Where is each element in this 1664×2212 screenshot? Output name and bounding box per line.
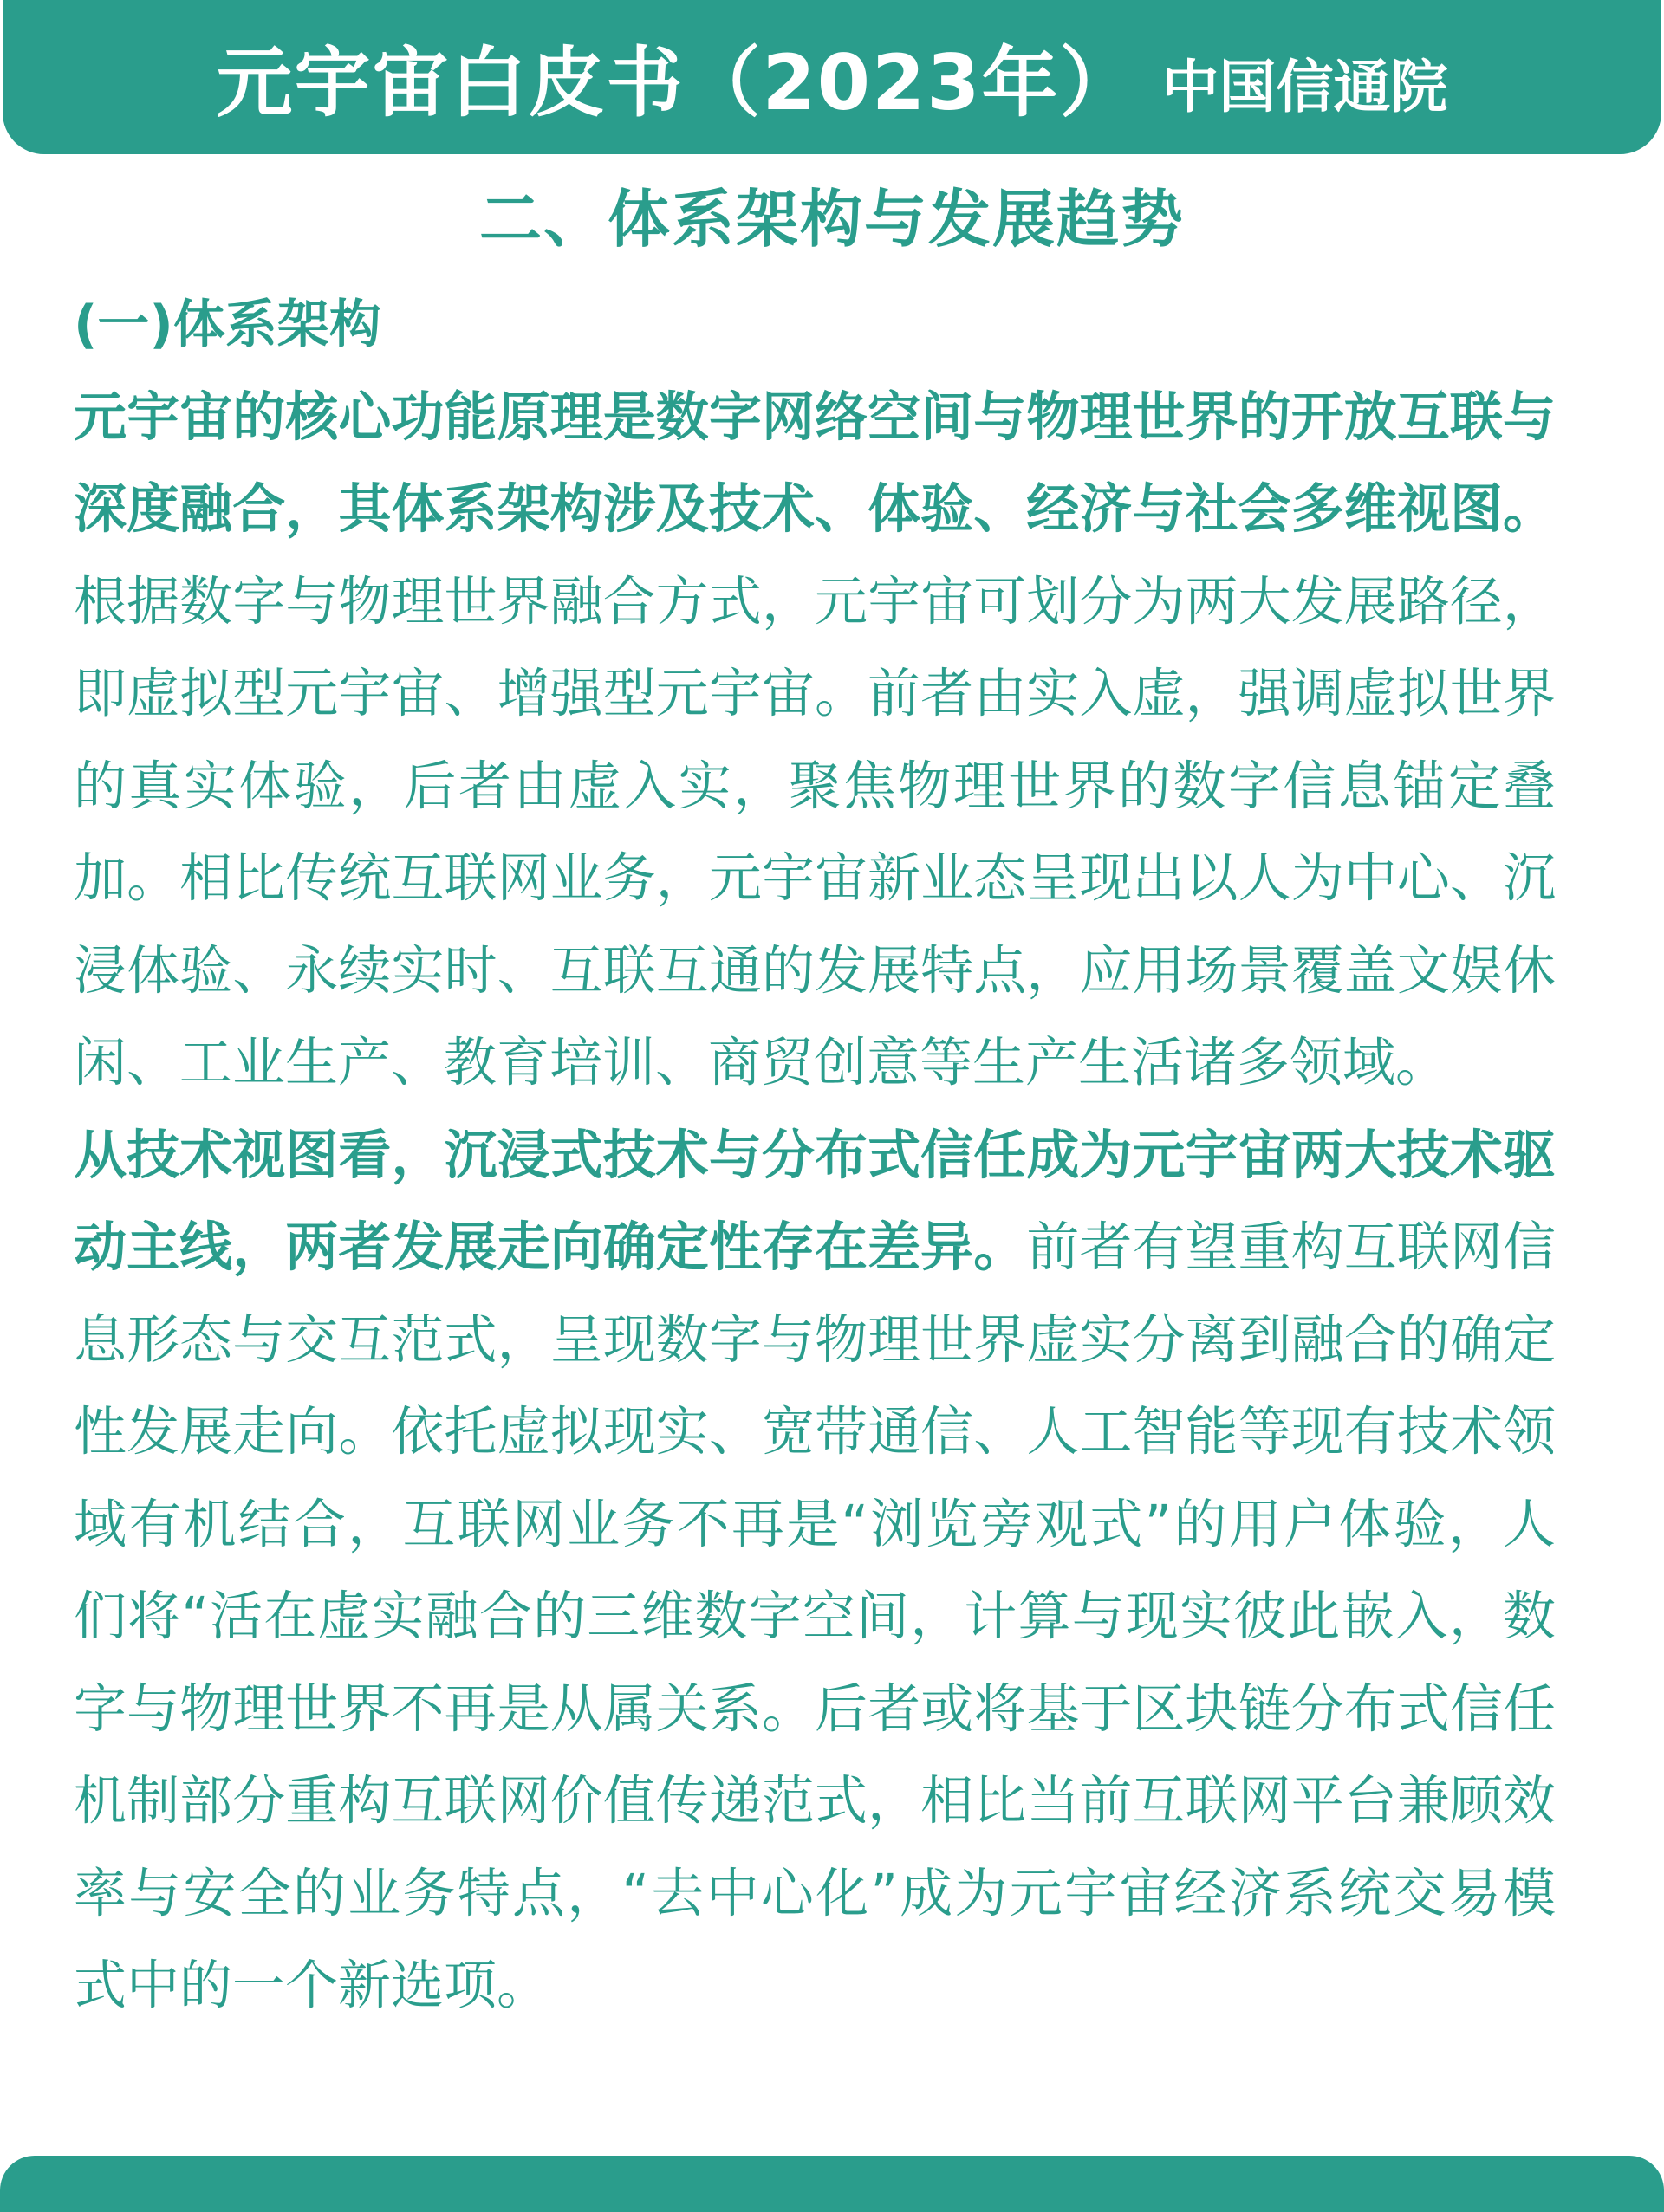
document-title: 元宇宙白皮书（2023年） [216,38,1138,127]
paragraph-technology-view [74,1110,1556,2033]
footer-banner [0,2156,1664,2212]
content-body [74,279,1556,2033]
paragraph-lead: 从技术视图看，沉浸式技术与分布式信任成为元宇宙两大技术驱动主线，两者发展走向确定性存在差异。 [74,1124,1556,1278]
subsection-heading: (一)体系架构 [74,295,381,355]
paragraph-text: 根据数字与物理世界融合方式，元宇宙可划分为两大发展路径，即虚拟型元宇宙、增强型元宇宙。前者由实入虚，强调虚拟世界的真实体验，后者由虚入实，聚焦物理世界的数字信息锚定叠加。相比传统互联网业务，元宇宙新业态呈现出以人为中心、沉浸体验、永续实时、互联互通的发展特点，应用场景覆盖文娱休闲、工业生产、教育培训、商贸创意等生产生活诸多领域。 [74,570,1556,1093]
header-banner [3,0,1661,154]
paragraph-text: 前者有望重构互联网信息形态与交互范式，呈现数字与物理世界虚实分离到融合的确定性发展走向。依托虚拟现实、宽带通信、人工智能等现有技术领域有机结合，互联网业务不再是“浏览旁观式”的用户体验，人们将“活在虚实融合的三维数字空间，计算与现实彼此嵌入，数字与物理世界不再是从属关系。后者或将基于区块链分布式信任机制部分重构互联网价值传递范式，相比当前互联网平台兼顾效率与安全的业务特点，“去中心化”成为元宇宙经济系统交易模式中的一个新选项。 [74,1216,1556,2016]
section-title: 二、体系架构与发展趋势 [478,183,1185,256]
paragraph-architecture [74,372,1556,1110]
paragraph-lead: 元宇宙的核心功能原理是数字网络空间与物理世界的开放互联与深度融合，其体系架构涉及技术、体验、经济与社会多维视图。 [74,386,1556,540]
organization-name: 中国信通院 [1161,53,1448,120]
